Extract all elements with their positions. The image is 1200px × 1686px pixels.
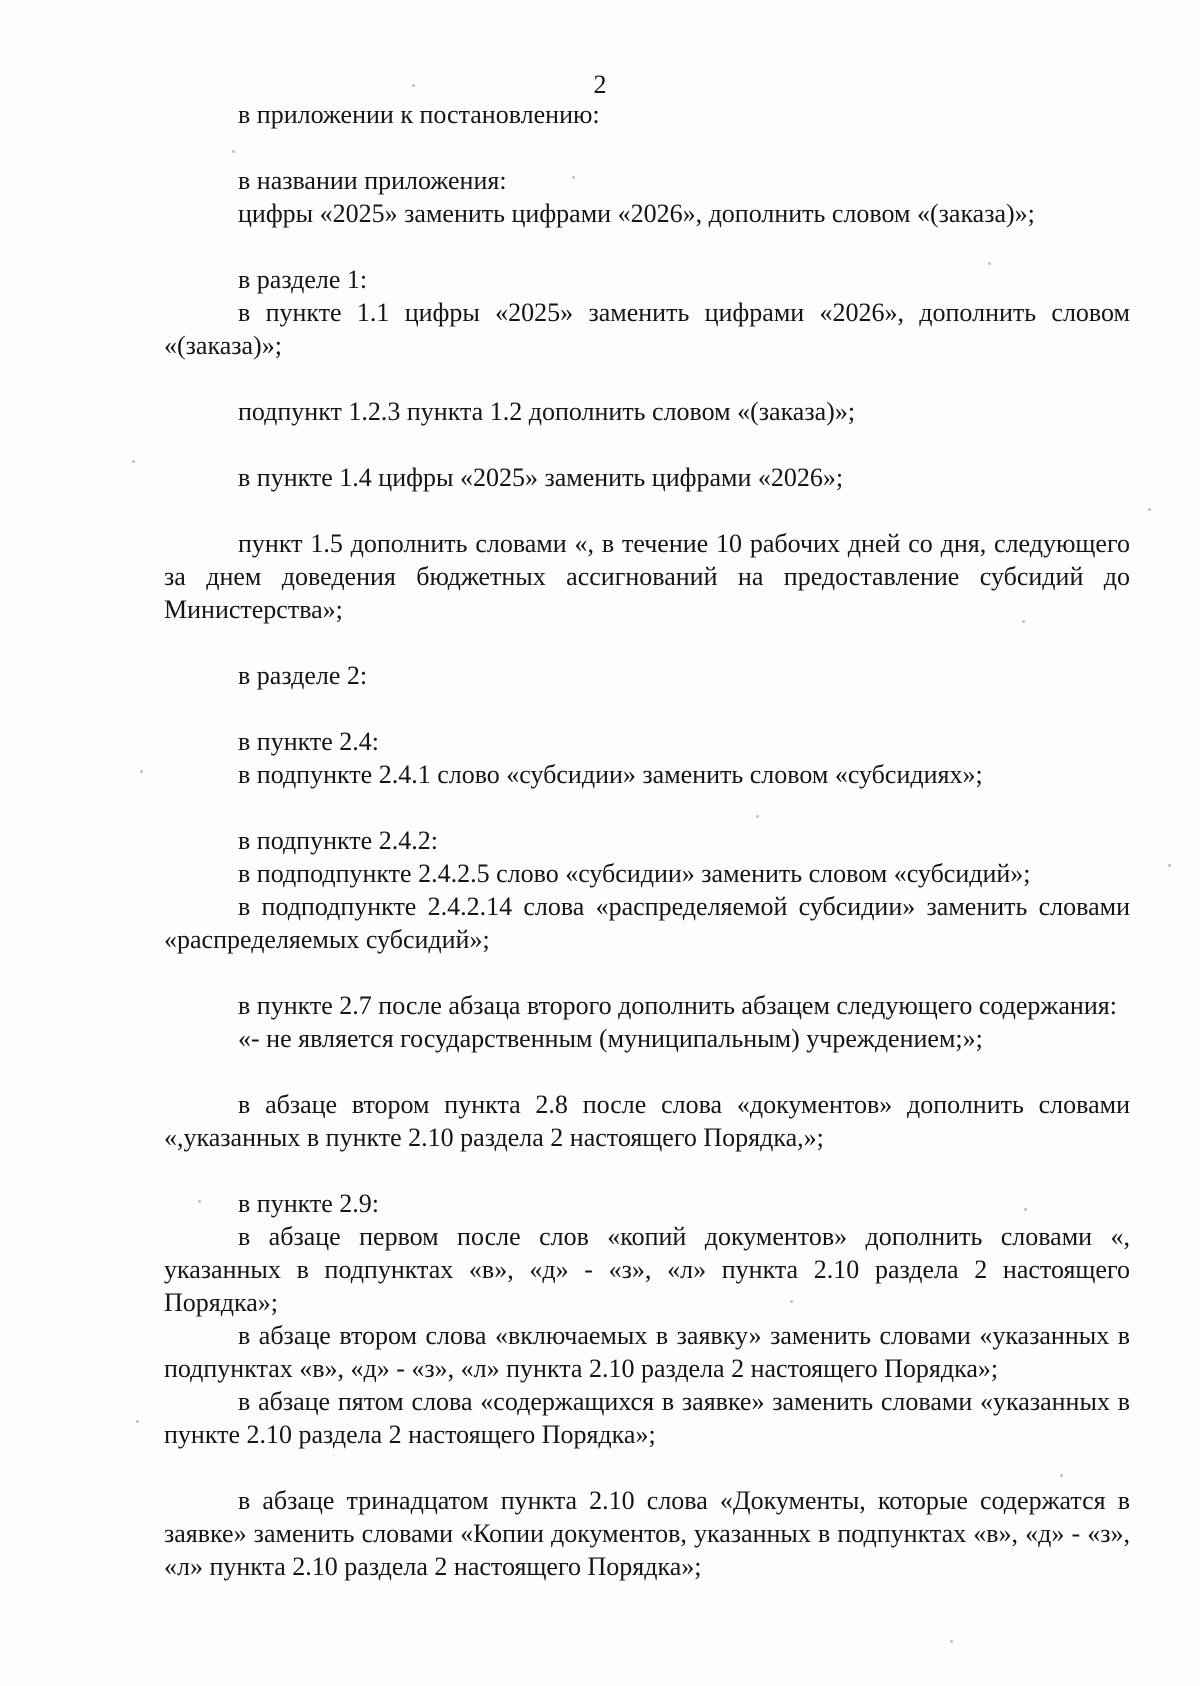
paragraph: «- не является государственным (муниципальным) учреждением;»; <box>238 1024 983 1053</box>
paragraph: в названии приложения: <box>238 166 507 195</box>
paragraph: в подпункте 2.4.2: <box>238 826 438 855</box>
scan-speck <box>132 460 135 463</box>
paragraph: в абзаце тринадцатом пункта 2.10 слова «Документы, которые содержатся в заявке» заменить словами «Копии документов, указанных в подпунктах «в», «д» - «з», «л» пункта 2.10 раздела 2 настоящего Порядка»; <box>164 1486 1130 1581</box>
scan-speck <box>198 1200 201 1203</box>
scan-speck <box>1148 508 1151 511</box>
scan-speck <box>136 1420 139 1423</box>
paragraph: цифры «2025» заменить цифрами «2026», дополнить словом «(заказа)»; <box>238 199 1035 228</box>
paragraph: в пункте 1.1 цифры «2025» заменить цифрами «2026», дополнить словом «(заказа)»; <box>164 298 1130 360</box>
paragraph: подпункт 1.2.3 пункта 1.2 дополнить словом «(заказа)»; <box>238 397 856 426</box>
scan-speck <box>800 1010 803 1013</box>
paragraph: в пункте 2.4: <box>238 727 380 756</box>
paragraph: в подподпункте 2.4.2.14 слова «распределяемой субсидии» заменить словами «распределяемых субсидий»; <box>164 892 1130 954</box>
scan-speck <box>232 150 235 153</box>
paragraph: в пункте 2.9: <box>238 1189 380 1218</box>
paragraph: в приложении к постановлению: <box>238 100 600 129</box>
paragraph: в абзаце пятом слова «содержащихся в заявке» заменить словами «указанных в пункте 2.10 раздела 2 настоящего Порядка»; <box>164 1387 1130 1449</box>
paragraph: в подподпункте 2.4.2.5 слово «субсидии» заменить словом «субсидий»; <box>238 859 1031 888</box>
scan-speck <box>1060 1474 1063 1477</box>
scan-speck <box>1168 864 1171 867</box>
paragraph: в пункте 1.4 цифры «2025» заменить цифрами «2026»; <box>238 463 844 492</box>
scan-speck <box>950 1640 953 1643</box>
paragraph: пункт 1.5 дополнить словами «, в течение 10 рабочих дней со дня, следующего за днем доведения бюджетных ассигнований на предоставление субсидий до Министерства»; <box>164 529 1130 624</box>
scan-speck <box>790 1300 793 1303</box>
paragraph: в разделе 2: <box>238 661 368 690</box>
scan-speck <box>1024 1208 1027 1211</box>
scan-speck <box>140 770 143 773</box>
scan-speck <box>988 262 991 265</box>
paragraph: в пункте 2.7 после абзаца второго дополнить абзацем следующего содержания: <box>238 991 1117 1020</box>
document-body <box>164 98 1130 1583</box>
paragraph: в абзаце втором слова «включаемых в заявку» заменить словами «указанных в подпунктах «в», «д» - «з», «л» пункта 2.10 раздела 2 настоящего Порядка»; <box>164 1321 1130 1383</box>
paragraph: в подпункте 2.4.1 слово «субсидии» заменить словом «субсидиях»; <box>238 760 983 789</box>
scan-speck <box>412 84 415 87</box>
paragraph: в разделе 1: <box>238 265 368 294</box>
page-number: 2 <box>593 70 607 99</box>
paragraph: в абзаце втором пункта 2.8 после слова «документов» дополнить словами «,указанных в пункте 2.10 раздела 2 настоящего Порядка,»; <box>164 1090 1130 1152</box>
scan-speck <box>1022 620 1025 623</box>
scan-speck <box>572 176 575 179</box>
paragraph: в абзаце первом после слов «копий документов» дополнить словами «, указанных в подпунктах «в», «д» - «з», «л» пункта 2.10 раздела 2 настоящего Порядка»; <box>164 1222 1130 1317</box>
scan-speck <box>756 815 759 818</box>
